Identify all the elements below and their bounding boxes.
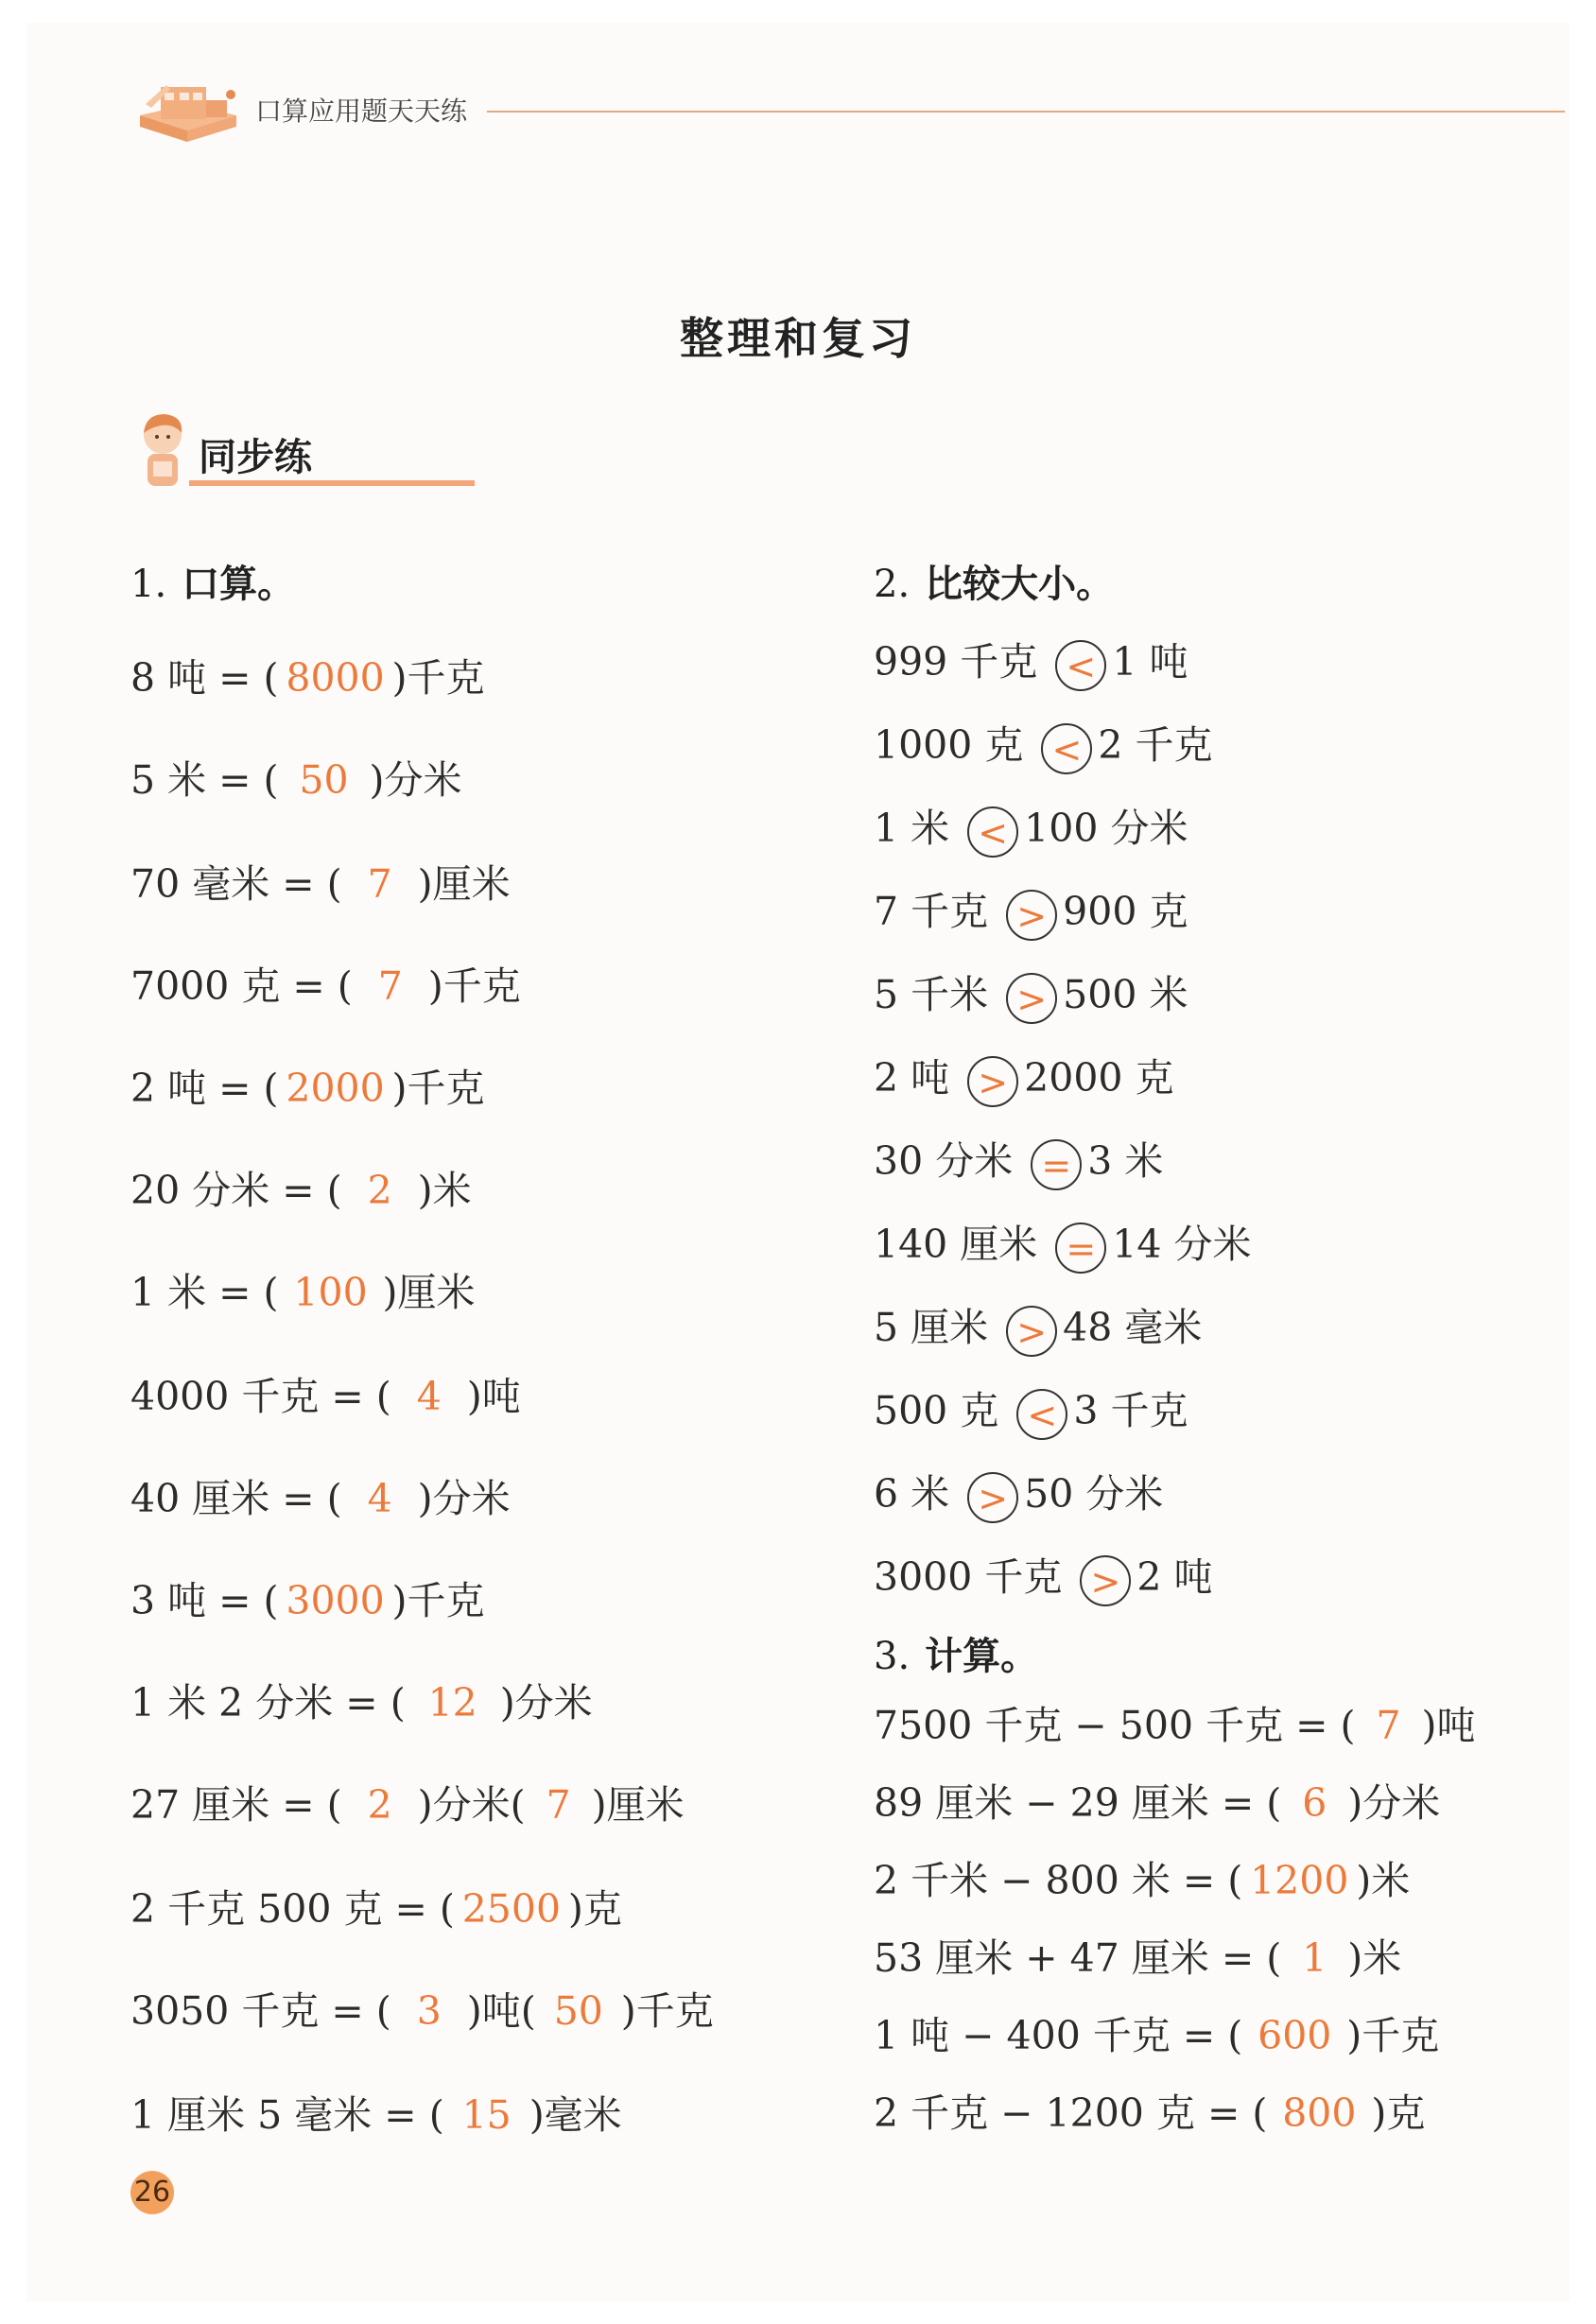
q1-item-text: 2 千克 500 克 = ( [130,1886,455,1932]
q1-answer-2: 7 [546,1782,571,1828]
q2-right: 3 米 [1087,1138,1164,1184]
q2-left: 3000 千克 [874,1554,1063,1600]
q1-answer: 8000 [286,655,385,701]
q1-item-text: 8 吨 = ( [130,655,279,701]
q1-item-text: )千克 [391,1578,485,1623]
q1-item-13 [130,1885,622,1933]
q3-answer: 6 [1302,1780,1327,1826]
q1-item-text: 40 厘米 = ( [130,1476,342,1521]
q3-item-4 [874,1934,1401,1982]
q1-item-text: )千克 [391,1066,485,1111]
q2-left: 5 厘米 [874,1305,989,1350]
q2-right: 3 千克 [1073,1388,1188,1433]
book-stack-icon [132,66,246,153]
q1-item-text: )千克 [620,1988,714,2034]
q1-item-text: )米 [417,1168,472,1213]
q1-item-3 [130,860,511,908]
section-badge [132,408,350,494]
compare-circle: > [1006,1306,1057,1357]
q1-item-text: 1 米 = ( [130,1270,279,1315]
q2-right: 500 米 [1063,972,1188,1017]
q1-item-5 [130,1065,485,1112]
q1-item-4 [130,963,521,1010]
q3-item-text: )克 [1371,2090,1426,2136]
q2-item-2 [874,721,1213,774]
q1-item-text: )吨 [466,1374,521,1419]
q3-answer: 7 [1376,1703,1401,1748]
q1-answer: 3 [416,1988,442,2034]
section-underline [189,480,475,486]
q2-item-6 [874,1054,1174,1107]
q2-left: 1 米 [874,806,950,851]
compare-circle: < [1016,1389,1067,1440]
q3-number: 3. [874,1635,911,1678]
q3-item-text: 2 千克 − 1200 克 = ( [874,2090,1268,2136]
compare-circle: = [1031,1139,1082,1190]
q1-item-1 [130,654,485,702]
q2-right: 50 分米 [1024,1471,1164,1517]
q1-answer: 2500 [461,1886,562,1932]
q1-item-text: )千克 [427,963,521,1009]
q3-heading [874,1626,1038,1680]
q1-item-text: )千克 [391,655,485,701]
compare-circle: < [967,806,1018,858]
q2-right: 2000 克 [1024,1055,1174,1101]
compare-circle: > [967,1056,1018,1107]
q3-answer: 1 [1302,1935,1327,1981]
q1-item-text: 27 厘米 = ( [130,1782,342,1828]
q1-item-7 [130,1269,476,1316]
q2-left: 5 千米 [874,972,989,1017]
q2-left: 7 千克 [874,889,989,934]
q2-left: 2 吨 [874,1055,950,1101]
q1-answer: 7 [377,963,403,1009]
q1-item-text: 1 厘米 5 毫米 = ( [130,2092,444,2138]
q2-right: 48 毫米 [1063,1305,1203,1350]
q3-item-2 [874,1779,1440,1827]
q1-item-text: )分米 [417,1476,511,1521]
q2-right: 100 分米 [1024,806,1188,851]
q2-item-4 [874,888,1188,941]
q1-answer: 7 [367,861,392,907]
q3-item-text: 7500 千克 − 500 千克 = ( [874,1703,1356,1748]
q2-right: 2 千克 [1098,722,1213,768]
q2-item-9 [874,1304,1202,1357]
header-title: 口算应用题天天练 [255,95,468,127]
q3-item-1 [874,1702,1476,1749]
q1-item-14 [130,1987,714,2035]
q2-left: 500 克 [874,1388,999,1433]
q1-item-text: 70 毫米 = ( [130,861,342,907]
q1-answer: 100 [293,1270,368,1315]
header-rule [487,111,1565,113]
q1-answer: 4 [367,1476,392,1521]
q1-heading [130,554,295,608]
q1-item-2 [130,756,462,804]
q2-right: 2 吨 [1136,1554,1213,1600]
q2-item-3 [874,805,1188,858]
q1-item-10 [130,1577,485,1624]
q1-item-11 [130,1679,593,1726]
q1-answer: 12 [427,1680,477,1726]
q2-item-10 [874,1387,1188,1440]
q2-right: 900 克 [1063,889,1188,934]
q2-right: 1 吨 [1112,639,1188,685]
compare-circle: > [967,1472,1018,1523]
q3-item-text: 89 厘米 − 29 厘米 = ( [874,1780,1282,1826]
q2-left: 999 千克 [874,639,1038,685]
page-title: 整理和复习 [680,313,916,364]
q3-item-text: 53 厘米 + 47 厘米 = ( [874,1935,1282,1981]
q2-item-12 [874,1553,1213,1606]
q3-item-5 [874,2012,1439,2059]
q1-item-12 [130,1781,685,1829]
q2-left: 1000 克 [874,722,1024,768]
q1-answer: 50 [299,757,349,803]
compare-circle: > [1006,973,1057,1024]
q1-item-text: 3 吨 = ( [130,1578,279,1623]
q1-item-9 [130,1475,511,1522]
student-icon [132,408,199,492]
q1-answer: 2 [367,1168,392,1213]
compare-circle: > [1006,890,1057,941]
q3-item-text: )米 [1347,1935,1402,1981]
q1-item-text: )吨( [466,1988,536,2034]
q1-answer-2: 50 [553,1988,603,2034]
q1-item-text: 3050 千克 = ( [130,1988,391,2034]
q1-item-text: 20 分米 = ( [130,1168,342,1213]
q2-item-11 [874,1470,1163,1523]
q3-item-text: 1 吨 − 400 千克 = ( [874,2013,1243,2058]
q2-left: 30 分米 [874,1138,1014,1184]
q3-item-text: 2 千米 − 800 米 = ( [874,1858,1243,1903]
q1-item-6 [130,1167,472,1214]
q1-title: 口算。 [182,563,296,606]
q2-item-7 [874,1137,1163,1190]
q1-item-text: )克 [567,1886,622,1932]
q3-answer: 800 [1282,2090,1357,2136]
q1-item-15 [130,2091,622,2139]
compare-circle: > [1080,1555,1131,1606]
q1-item-text: 7000 克 = ( [130,963,353,1009]
q1-item-text: )分米 [369,757,462,803]
compare-circle: < [1041,723,1092,774]
q1-item-text: 5 米 = ( [130,757,279,803]
compare-circle: = [1055,1223,1106,1274]
q3-item-text: )米 [1356,1858,1411,1903]
q1-answer: 15 [461,2092,512,2138]
q1-answer: 3000 [286,1578,385,1623]
q2-right: 14 分米 [1112,1222,1252,1267]
q1-item-text: )分米( [417,1782,526,1828]
q3-item-text: )千克 [1346,2013,1440,2058]
q1-item-8 [130,1373,521,1420]
compare-circle: < [1055,640,1106,691]
q1-item-text: )厘米 [417,861,511,907]
q3-item-text: )吨 [1421,1703,1476,1748]
q2-left: 140 厘米 [874,1222,1038,1267]
q2-title: 比较大小。 [925,563,1115,606]
q1-answer: 2000 [286,1066,385,1111]
q1-item-text: )分米 [499,1680,593,1726]
q1-item-text: 4000 千克 = ( [130,1374,391,1419]
page-number: 26 [130,2171,174,2214]
q2-number: 2. [874,563,911,606]
q1-answer: 2 [367,1782,392,1828]
section-label: 同步练 [199,436,312,479]
q1-number: 1. [130,563,167,606]
q1-item-text: 1 米 2 分米 = ( [130,1680,406,1726]
q3-item-3 [874,1857,1410,1904]
q1-item-text: 2 吨 = ( [130,1066,279,1111]
q1-item-text: )厘米 [591,1782,685,1828]
q2-item-8 [874,1221,1252,1274]
q3-item-6 [874,2090,1425,2137]
q2-left: 6 米 [874,1471,950,1517]
q3-title: 计算。 [925,1635,1039,1678]
q1-item-text: )毫米 [529,2092,622,2138]
q2-item-1 [874,638,1188,691]
q1-item-text: )厘米 [382,1270,476,1315]
q2-item-5 [874,971,1188,1024]
q3-answer: 600 [1258,2013,1332,2058]
q3-item-text: )分米 [1347,1780,1441,1826]
q2-heading [874,554,1114,608]
q3-answer: 1200 [1250,1858,1349,1903]
q1-answer: 4 [416,1374,442,1419]
